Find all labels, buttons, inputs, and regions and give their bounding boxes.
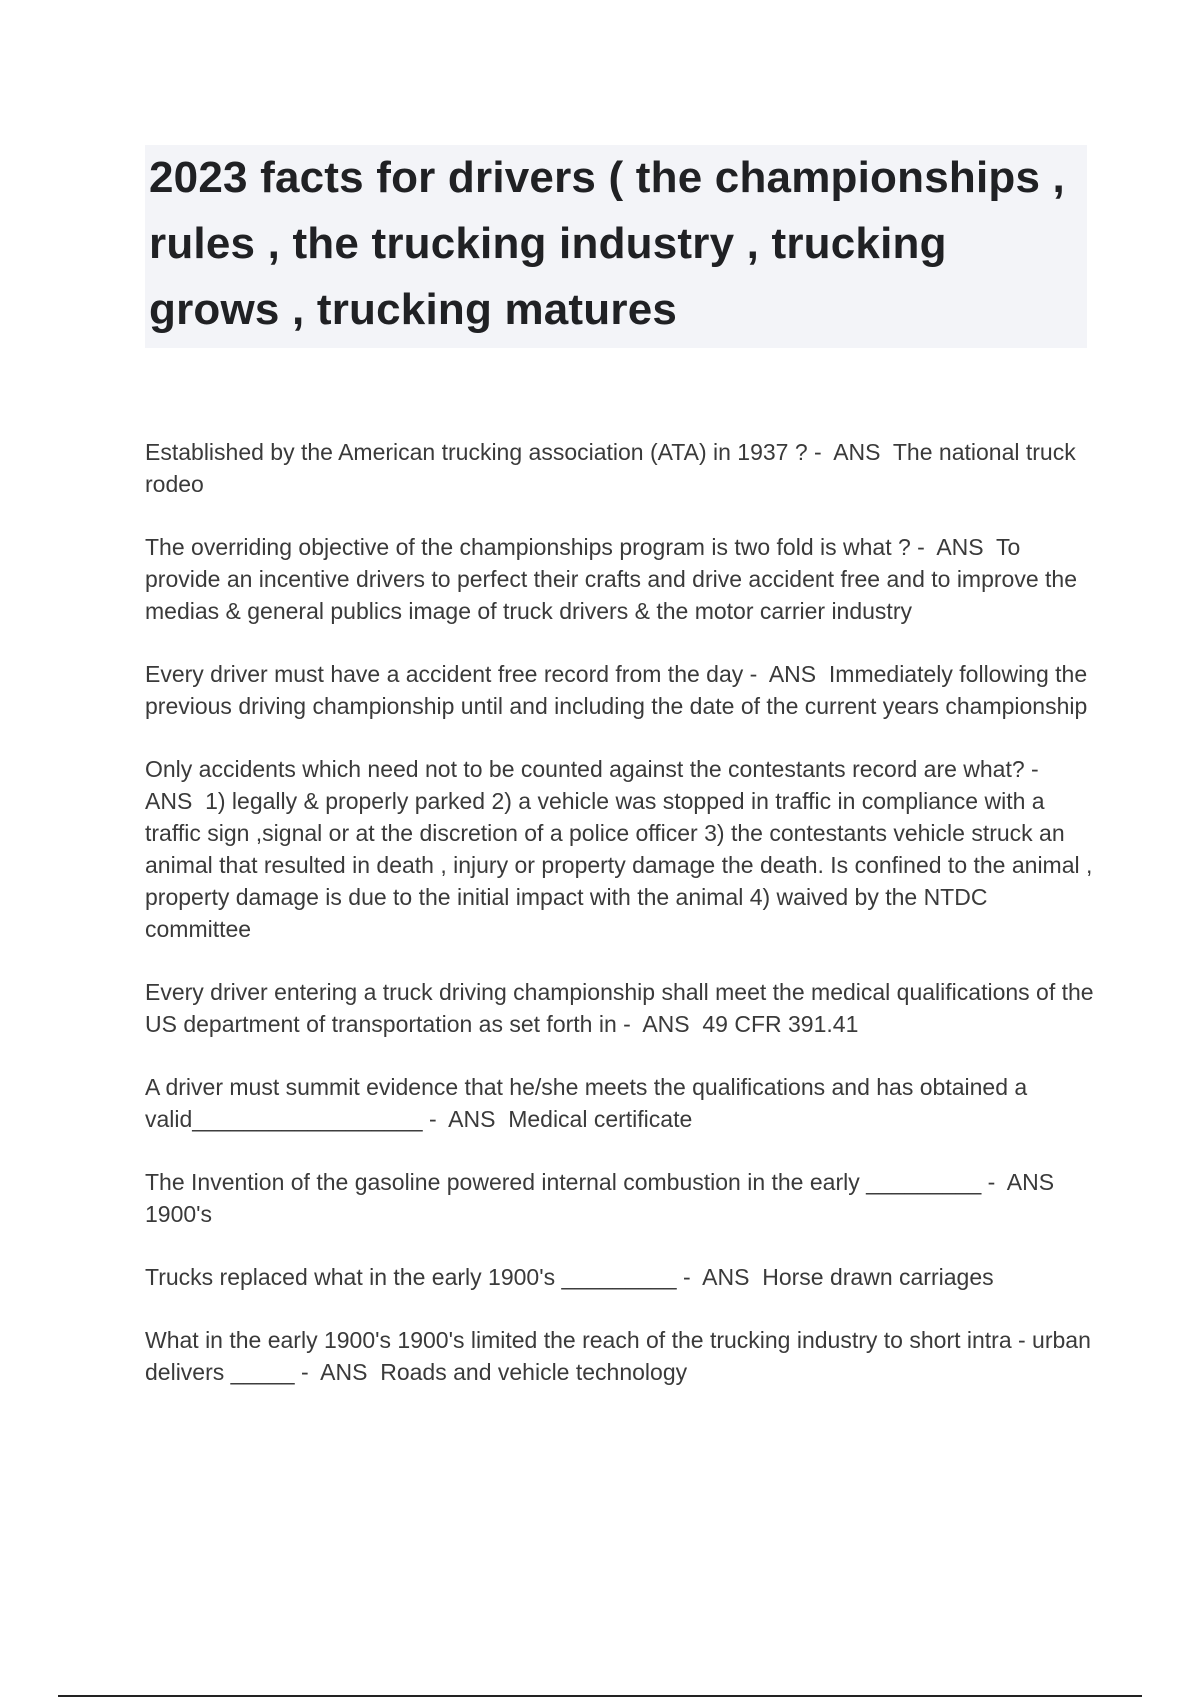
answer-text: ANS Roads and vehicle technology (320, 1359, 688, 1385)
qa-item (145, 1261, 1095, 1293)
question-text: Every driver must have a accident free record from the day (145, 661, 744, 687)
qa-item (145, 1324, 1098, 1388)
qa-separator: - (743, 661, 769, 687)
qa-item (145, 531, 1095, 627)
question-text: Trucks replaced what in the early 1900's _________ (145, 1264, 677, 1290)
qa-list (145, 436, 1100, 1419)
question-text: A driver must summit evidence that he/she meets the qualifications and has obtained a valid__________________ (145, 1074, 1034, 1132)
qa-separator: - (294, 1359, 321, 1385)
page-bottom-rule (58, 1695, 1142, 1697)
qa-item (145, 753, 1099, 945)
qa-item (145, 976, 1100, 1040)
question-text: Only accidents which need not to be counted against the contestants record are what? (145, 756, 1025, 782)
qa-separator: - (807, 439, 834, 465)
answer-text: ANS Medical certificate (448, 1106, 693, 1132)
question-text: Every driver entering a truck driving championship shall meet the medical qualifications of the US department of transportation as set forth in (145, 979, 1100, 1037)
qa-item (145, 436, 1095, 500)
question-text: What in the early 1900's 1900's limited the reach of the trucking industry to short intra - urban delivers _____ (145, 1327, 1098, 1385)
qa-item (145, 658, 1095, 722)
answer-text: ANS Immediately following the previous driving championship until and including the date of the current years championship (145, 661, 1094, 719)
question-text: The Invention of the gasoline powered internal combustion in the early _________ (145, 1169, 982, 1195)
qa-item (145, 1166, 1095, 1230)
qa-separator: - (616, 1011, 643, 1037)
qa-separator: - (422, 1106, 449, 1132)
question-text: Established by the American trucking association (ATA) in 1937 ? (145, 439, 808, 465)
qa-separator: - (676, 1264, 703, 1290)
document-title: 2023 facts for drivers ( the championships , rules , the trucking industry , trucking grows , trucking matures (149, 153, 1065, 334)
qa-separator: - (981, 1169, 1007, 1195)
qa-item (145, 1071, 1095, 1135)
question-text: The overriding objective of the championships program is two fold is what ? (145, 534, 911, 560)
qa-separator: - (910, 534, 937, 560)
answer-text: ANS 1) legally & properly parked 2) a vehicle was stopped in traffic in compliance with a traffic sign ,signal or at the discretion of a police officer 3) the contestants vehicle struck an animal that resulted in death , injury or property damage the death. Is confined to the animal , property damage is due to the initial impact with the animal 4) waived by the NTDC committee (145, 788, 1099, 942)
answer-text: ANS Horse drawn carriages (702, 1264, 994, 1290)
answer-text: ANS To provide an incentive drivers to perfect their crafts and drive accident free and to improve the medias & general publics image of truck drivers & the motor carrier industry (145, 534, 1084, 624)
qa-separator: - (1024, 756, 1051, 782)
answer-text: ANS 1900's (145, 1169, 1067, 1227)
title-block (145, 145, 1087, 348)
answer-text: ANS 49 CFR 391.41 (642, 1011, 859, 1037)
answer-text: ANS The national truck rodeo (145, 439, 1083, 497)
